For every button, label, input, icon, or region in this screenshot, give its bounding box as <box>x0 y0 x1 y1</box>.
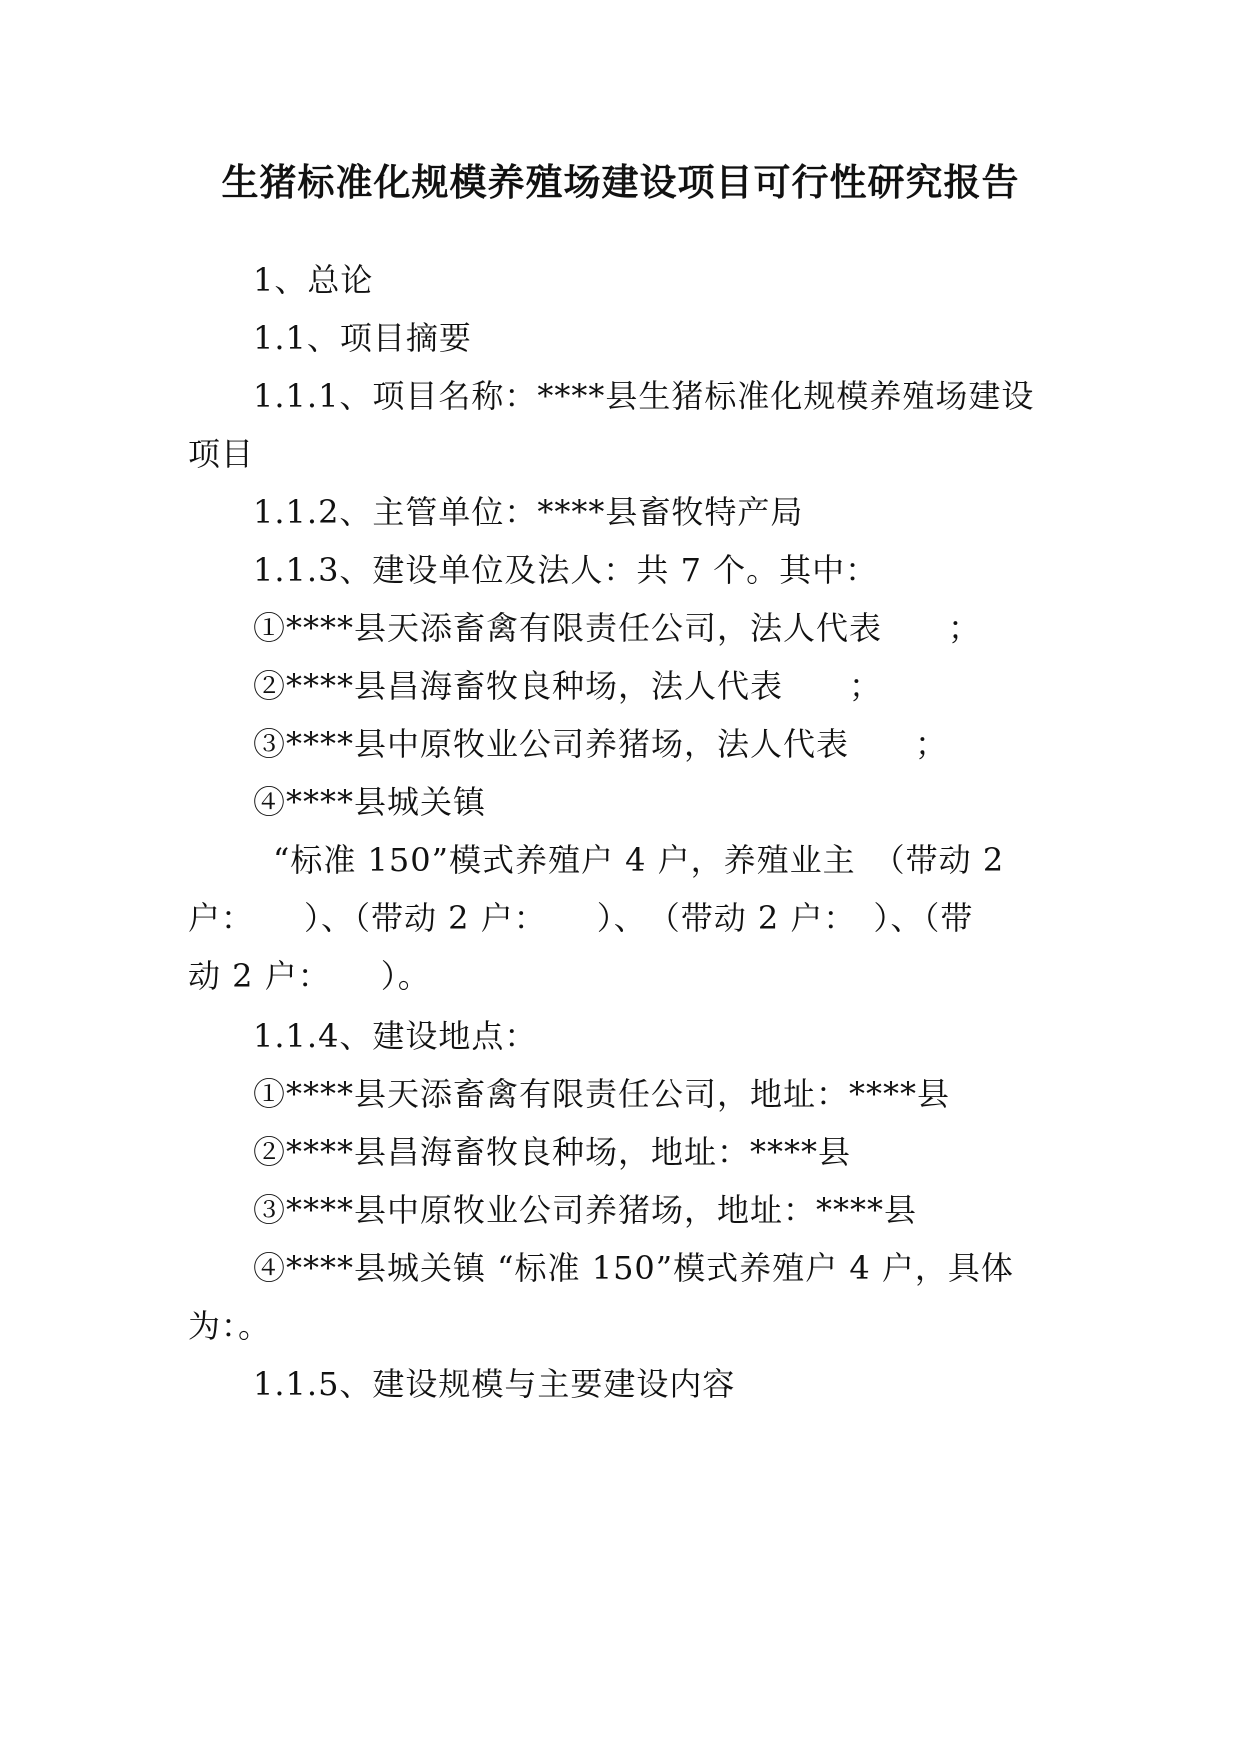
construction-unit-item-2: ②****县昌海畜牧良种场，法人代表 ； <box>253 667 883 705</box>
construction-unit-item-1: ①****县天添畜禽有限责任公司，法人代表 ； <box>253 609 982 647</box>
scale-and-content-heading: 1.1.5、建设规模与主要建设内容 <box>253 1365 736 1403</box>
construction-site-item-1: ①****县天添畜禽有限责任公司，地址：****县 <box>253 1075 951 1113</box>
section-heading-1-1: 1.1、项目摘要 <box>253 319 472 357</box>
construction-site-item-2: ②****县昌海畜牧良种场，地址：****县 <box>253 1133 852 1171</box>
construction-unit-item-4-detail-end: 动 2 户： ）。 <box>188 957 431 995</box>
construction-unit-item-4-detail: “标准 150”模式养殖户 4 户，养殖业主 （带动 2 <box>273 841 1005 879</box>
project-name-line-cont: 项目 <box>188 435 255 473</box>
construction-site-item-4: ④****县城关镇 “标准 150”模式养殖户 4 户，具体 <box>253 1249 1014 1287</box>
section-heading-1: 1、总论 <box>253 261 374 299</box>
construction-site-item-3: ③****县中原牧业公司养猪场，地址：****县 <box>253 1191 918 1229</box>
document-title: 生猪标准化规模养殖场建设项目可行性研究报告 <box>221 161 1020 204</box>
construction-site-heading: 1.1.4、建设地点： <box>253 1017 538 1055</box>
construction-unit-item-4: ④****县城关镇 <box>253 783 487 821</box>
project-name-line: 1.1.1、项目名称：****县生猪标准化规模养殖场建设 <box>253 377 1035 415</box>
construction-unit-item-3: ③****县中原牧业公司养猪场，法人代表 ； <box>253 725 949 763</box>
construction-unit-heading: 1.1.3、建设单位及法人：共 7 个。其中： <box>253 551 879 589</box>
construction-unit-item-4-detail-cont: 户： ）、（带动 2 户： ）、 （带动 2 户： ）、（带 <box>188 899 974 937</box>
supervisor-unit-line: 1.1.2、主管单位：****县畜牧特产局 <box>253 493 804 531</box>
construction-site-item-4-cont: 为：。 <box>188 1307 272 1345</box>
